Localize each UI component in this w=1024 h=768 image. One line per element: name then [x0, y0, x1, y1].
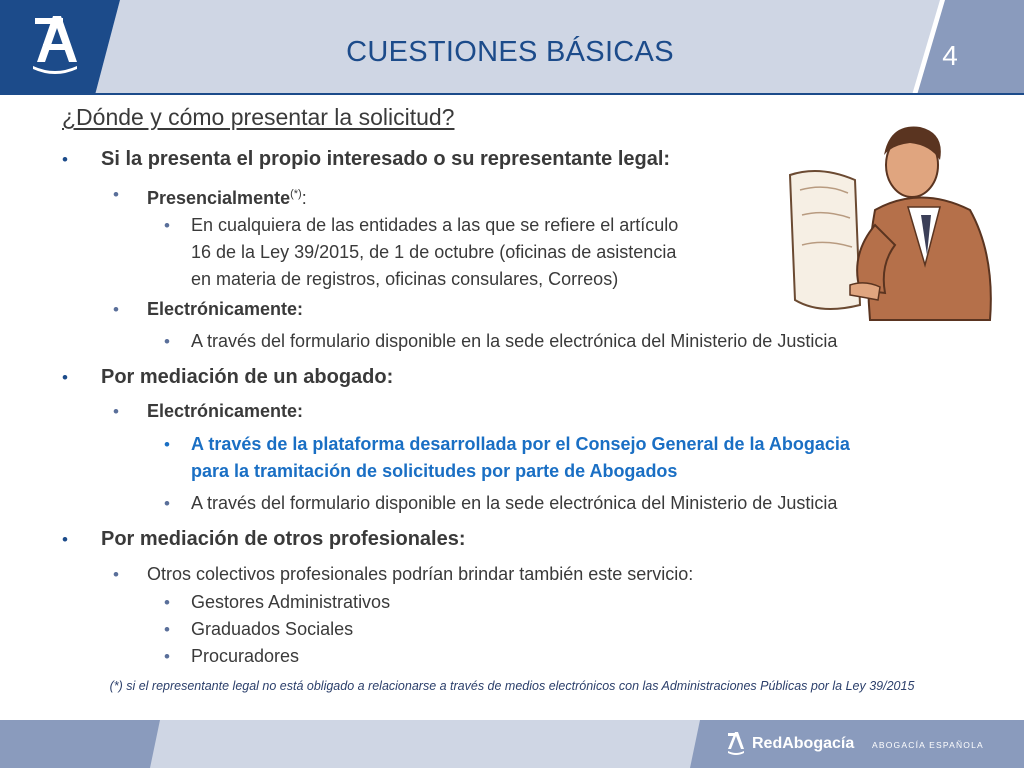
presencial-colon: :	[301, 188, 307, 208]
professional-item: Gestores Administrativos	[191, 592, 391, 612]
presencial-item-line3: en materia de registros, oficinas consulares, Correos)	[191, 269, 619, 289]
section-2-form-item: A través del formulario disponible en la sede electrónica del Ministerio de Justicia	[191, 493, 838, 513]
bullet-icon: •	[113, 565, 119, 584]
bullet-icon: •	[113, 185, 119, 204]
bullet-icon: •	[164, 593, 170, 612]
bullet-icon: •	[164, 435, 170, 454]
footer-brand-sub: ABOGACÍA ESPAÑOLA	[872, 740, 984, 750]
bullet-icon: •	[62, 530, 68, 549]
bullet-icon: •	[164, 620, 170, 639]
professional-item: Procuradores	[191, 646, 300, 666]
presencial-label: Presencialmente	[147, 188, 291, 208]
redabogacia-logo-icon	[727, 731, 745, 755]
bullet-icon: •	[164, 332, 170, 351]
bullet-icon: •	[164, 494, 170, 513]
bullet-icon: •	[62, 368, 68, 387]
asterisk-note: (*)	[290, 188, 302, 200]
section-1-sub-presencial	[147, 183, 307, 209]
presencial-item-line1: En cualquiera de las entidades a las que se refiere el artículo	[191, 215, 679, 235]
footer-bar	[0, 720, 1024, 768]
footnote: (*) si el representante legal no está obligado a relacionarse a través de medios electrónicos con las Administraciones Públicas por la Ley 39/2015	[109, 679, 915, 693]
section-3-sub: Otros colectivos profesionales podrían brindar también este servicio:	[147, 564, 694, 584]
abogacia-logo-icon	[25, 14, 85, 74]
header-bar	[0, 0, 1024, 95]
section-2-heading: Por mediación de un abogado:	[101, 366, 394, 388]
bullet-icon: •	[164, 216, 170, 235]
bullet-icon: •	[164, 647, 170, 666]
professional-item: Graduados Sociales	[191, 619, 354, 639]
page-number: 4	[942, 40, 958, 71]
slide-subtitle: ¿Dónde y cómo presentar la solicitud?	[62, 104, 455, 130]
section-1-heading: Si la presenta el propio interesado o su representante legal:	[101, 148, 671, 170]
bullet-icon: •	[62, 150, 68, 169]
platform-link-line2[interactable]: para la tramitación de solicitudes por parte de Abogados	[191, 461, 678, 481]
bullet-icon: •	[113, 300, 119, 319]
section-3-heading: Por mediación de otros profesionales:	[101, 528, 466, 550]
presencial-item-line2: 16 de la Ley 39/2015, de 1 de octubre (oficinas de asistencia	[191, 242, 677, 262]
section-2-sub-electronic: Electrónicamente:	[147, 401, 304, 421]
section-1-electronic-item: A través del formulario disponible en la sede electrónica del Ministerio de Justicia	[191, 331, 838, 351]
bullet-icon: •	[113, 402, 119, 421]
platform-link-line1[interactable]: A través de la plataforma desarrollada por el Consejo General de la Abogacia	[191, 434, 850, 454]
office-worker-clipart	[780, 115, 1000, 325]
slide-title: CUESTIONES BÁSICAS	[346, 36, 674, 68]
footer-brand: RedAbogacía	[752, 735, 855, 752]
section-1-sub-electronic: Electrónicamente:	[147, 299, 304, 319]
